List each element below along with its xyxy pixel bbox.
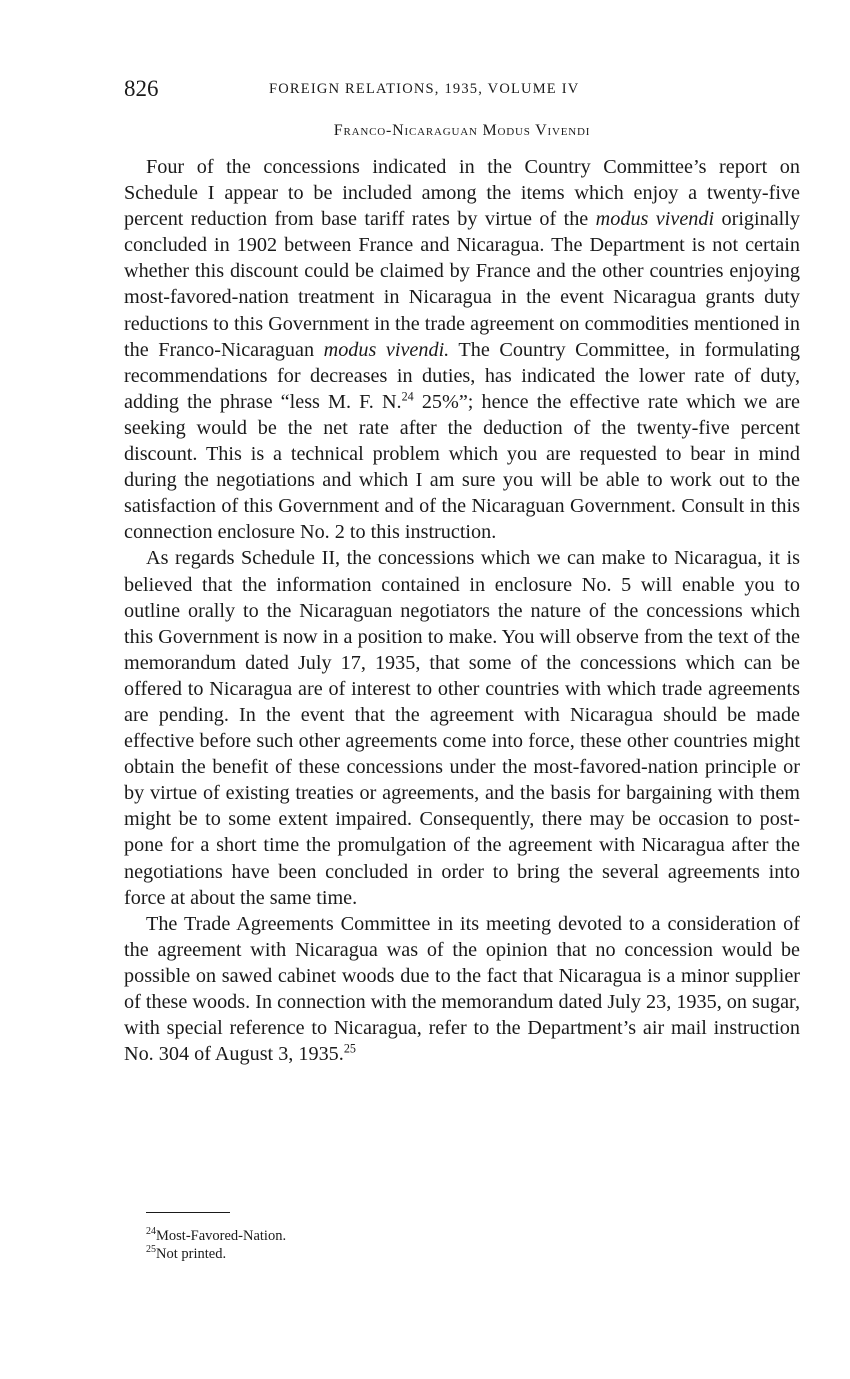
running-head: FOREIGN RELATIONS, 1935, VOLUME IV [269, 81, 580, 97]
footnote-text: Not printed. [156, 1246, 227, 1262]
footnote-text: Most-Favored-Nation. [156, 1228, 287, 1244]
footnote-ref-24[interactable]: 24 [401, 389, 414, 404]
footnote-25 [146, 1245, 286, 1263]
footnote-divider [146, 1212, 230, 1213]
footnote-mark: 24 [146, 1226, 156, 1238]
footnotes [146, 1227, 286, 1263]
paragraph-1-text-c: originally concluded in 1902 between France and Nicaragua. The Department is not certain whether this discount could be claimed by France and the other countries enjoying most-favored-nation treatment in Nicaragua in the event Nicaragua grants duty reductions to this Government in the trade agreement on commodities mentioned in the Franco-Nicaraguan [124, 208, 800, 361]
footnote-ref-25[interactable]: 25 [343, 1041, 356, 1056]
footnote-24 [146, 1227, 286, 1245]
paragraph-3 [124, 911, 800, 1068]
footnote-mark: 25 [146, 1244, 156, 1256]
document-body [124, 154, 800, 1067]
modus-vivendi-italic: modus vivendi [595, 208, 715, 231]
modus-vivendi-italic-2: modus vivendi. [323, 338, 450, 361]
paragraph-2: As regards Schedule II, the concessions which we can make to Nicaragua, it is believed that the information contained in enclosure No. 5 will enable you to outline orally to the Nicaraguan negotiators the nature of the concessions which this Government is now in a position to make. You will observe from the text of the memorandum dated July 17, 1935, that some of the concessions which can be offered to Nicaragua are of interest to other countries with which trade agreements are pending. In the event that the agreement with Nicaragua should be made effective before such other agreements come into force, these other countries might obtain the benefit of these concessions under the most-favored-nation principle or by virtue of existing treaties or agreements, and the basis for bargaining with them might be to some extent impaired. Consequently, there may be occasion to postpone for a short time the promulgation of the agreement with Nicaragua after the negotiations have been concluded in order to bring the several agreements into force at about the same time. [124, 547, 800, 909]
paragraph-1-text-a: Four of the concessions indicated in the Country Committee’s report on Schedule I appear to be included among the items which enjoy a twenty-five percent reduction from base tariff rates by virtue of the [124, 156, 800, 231]
section-title: Franco-Nicaraguan Modus Vivendi [333, 122, 591, 139]
paragraph-1-text-e: The Country Committee, in formulating recommendations for decreases in duties, has indicated the lower rate of duty, adding the phrase “less M. F. N. [124, 338, 800, 413]
paragraph-1-text-g: 25%”; hence the effective rate which we are seeking would be the net rate after the deduction of the twenty-five percent discount. This is a technical problem which you are requested to bear in mind during the negotiations and which I am sure you will be able to work out to the satisfaction of this Government and of the Nicaraguan Government. Consult in this connection enclosure No. 2 to this instruction. [124, 390, 800, 544]
paragraph-1 [124, 154, 800, 545]
page-number: 826 [124, 76, 159, 101]
paragraph-3-text: The Trade Agreements Committee in its meeting devoted to a consideration of the agreement with Nicaragua was of the opinion that no concession would be possible on sawed cabinet woods due to the fact that Nicaragua is a minor supplier of these woods. In connection with the memorandum dated July 23, 1935, on sugar, with special reference to Nicaragua, refer to the Department’s air mail instruction No. 304 of August 3, 1935. [124, 912, 800, 1066]
page-header [124, 76, 800, 106]
